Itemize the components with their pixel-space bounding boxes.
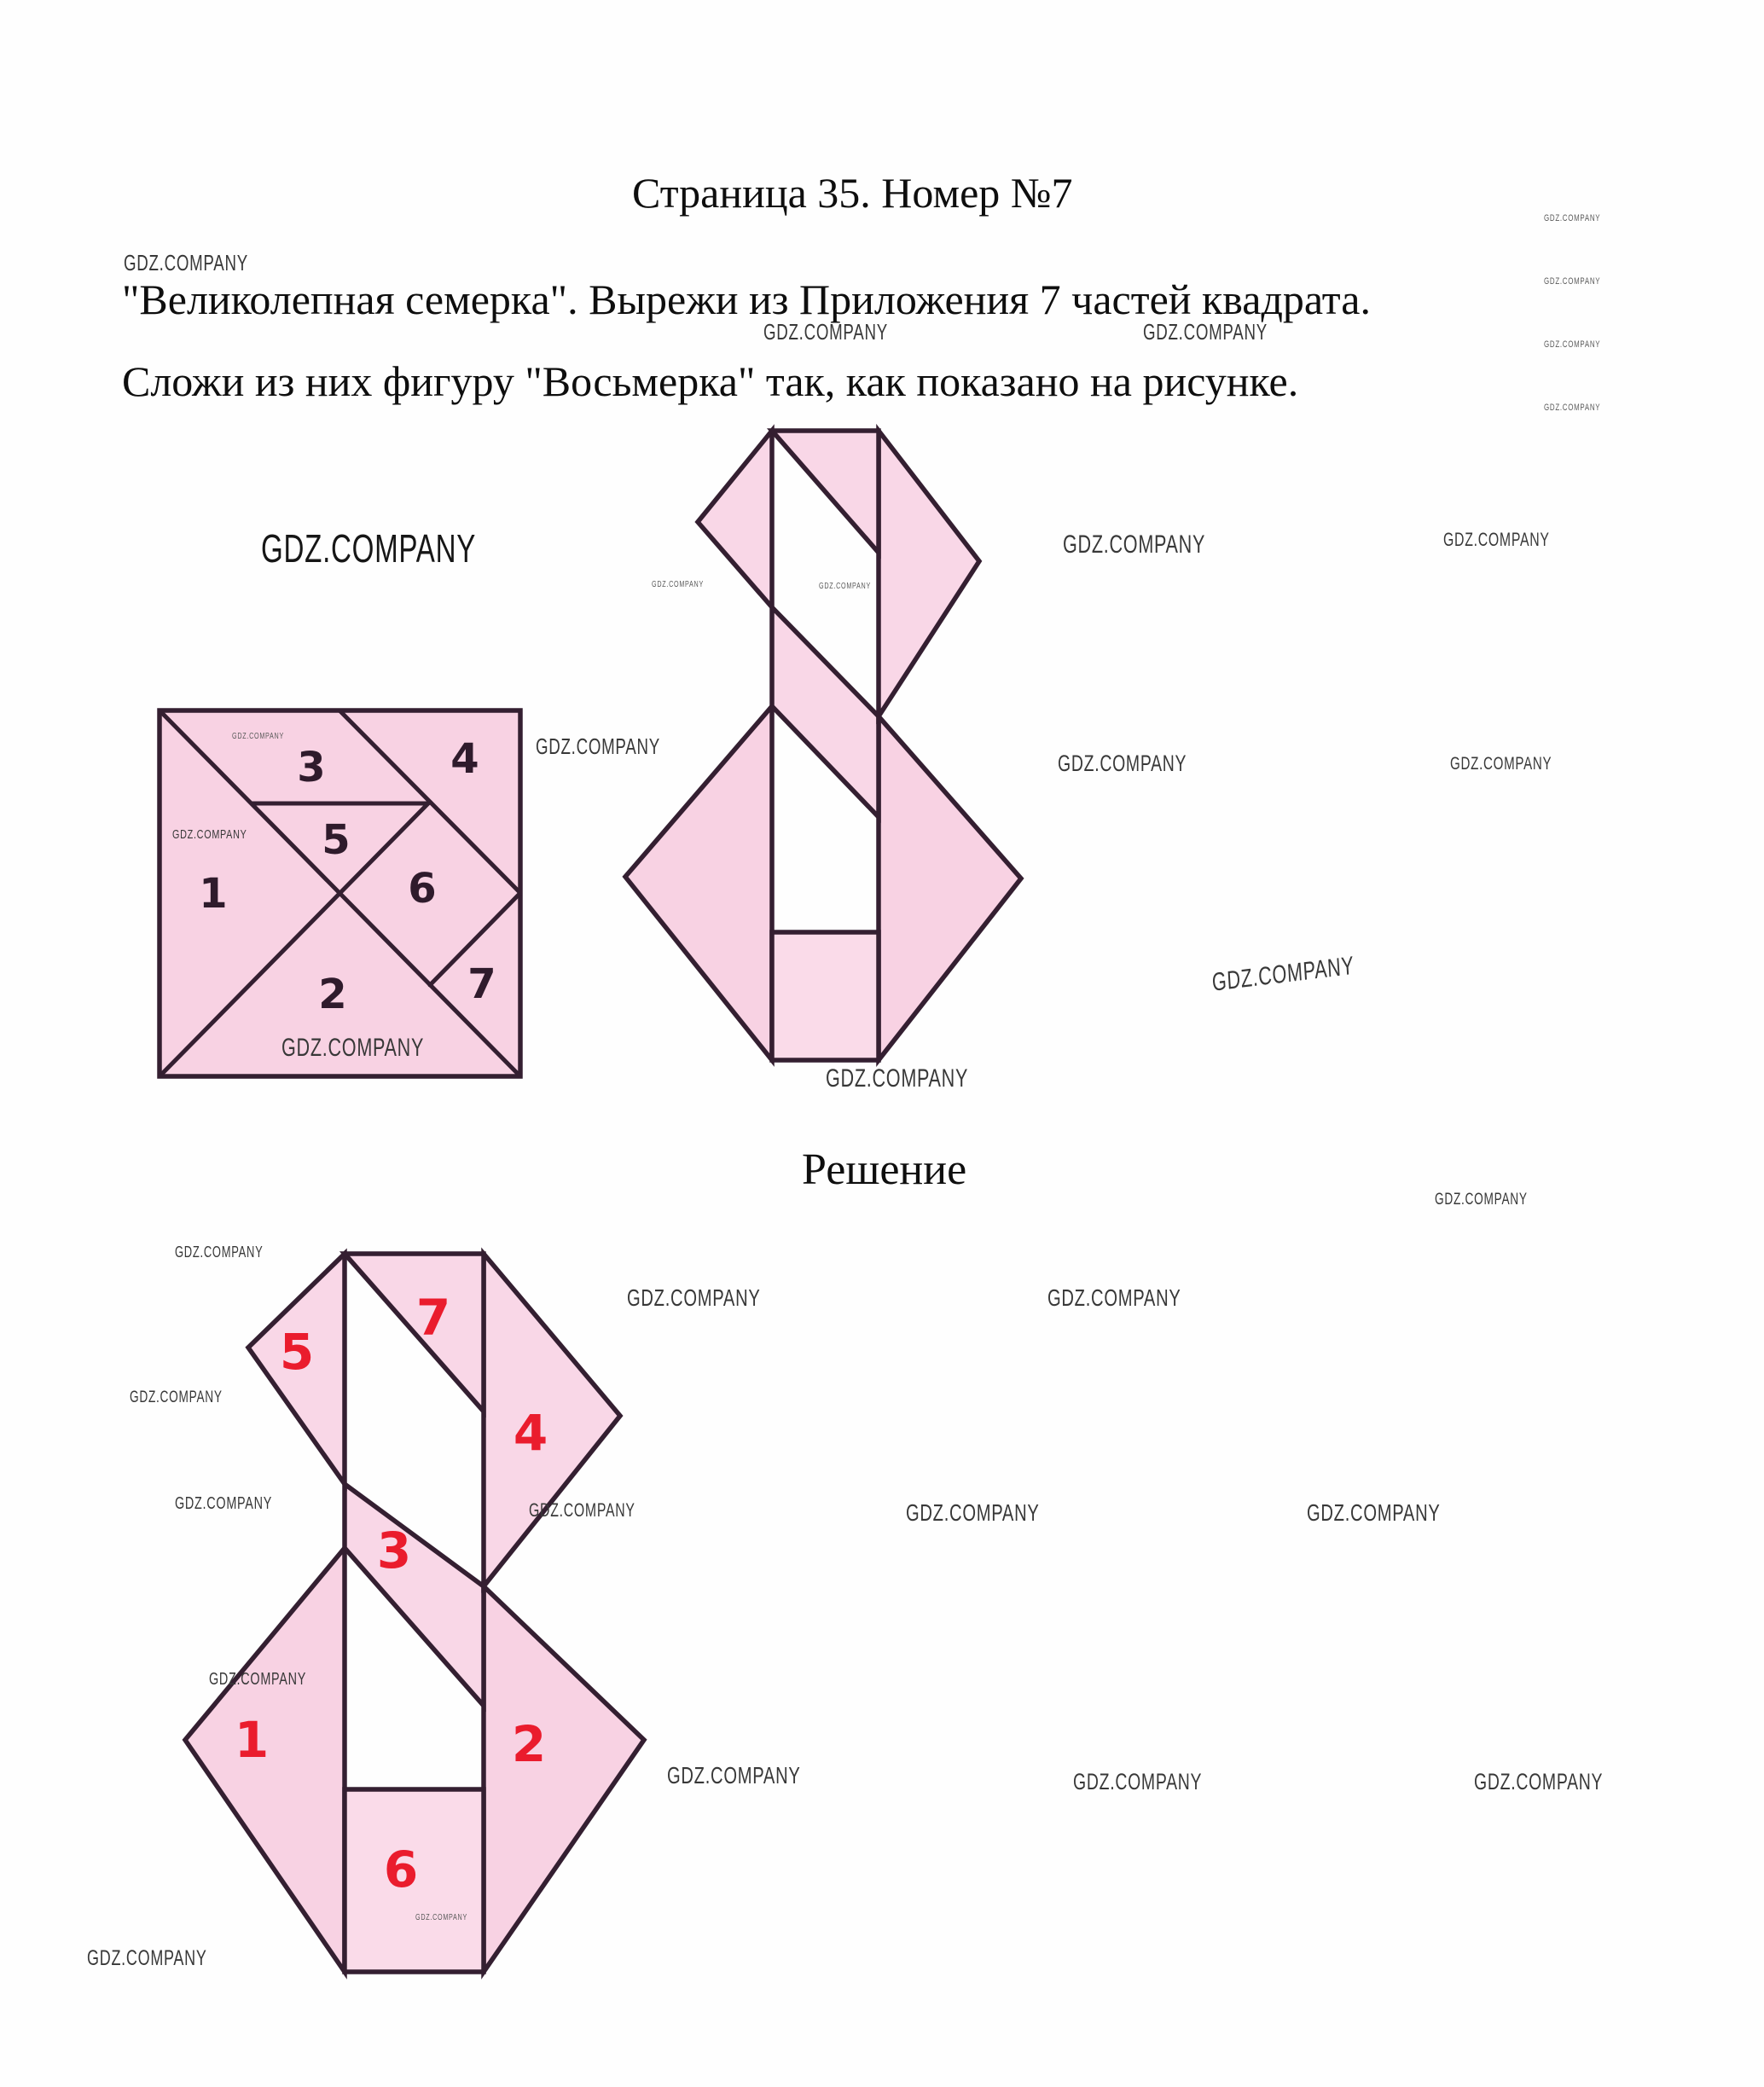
solution-piece-label: 7	[415, 1289, 451, 1347]
square-piece-label: 2	[318, 971, 347, 1018]
figure8-piece	[772, 932, 879, 1060]
figure8-solution-piece	[345, 1254, 484, 1412]
solution-piece-label: 4	[513, 1404, 548, 1462]
gdz-watermark: GDZ.COMPANY	[415, 1913, 467, 1922]
figure8-solution-piece	[484, 1586, 644, 1972]
gdz-watermark: GDZ.COMPANY	[667, 1762, 801, 1788]
gdz-watermark: GDZ.COMPANY	[1058, 751, 1187, 776]
gdz-watermark: GDZ.COMPANY	[87, 1946, 207, 1970]
task-text-line1: "Великолепная семерка". Вырежи из Приложения 7 частей квадрата.	[122, 275, 1371, 323]
gdz-watermark: GDZ.COMPANY	[627, 1284, 761, 1311]
square-piece-label: 3	[297, 744, 326, 791]
task-text-line2: Сложи из них фигуру "Восьмерка" так, как показано на рисунке.	[122, 357, 1299, 405]
square-piece-label: 1	[199, 870, 228, 918]
gdz-watermark: GDZ.COMPANY	[1544, 276, 1601, 287]
gdz-watermark: GDZ.COMPANY	[232, 732, 284, 741]
figure8-piece	[772, 431, 879, 553]
gdz-watermark: GDZ.COMPANY	[281, 1034, 425, 1062]
gdz-watermark: GDZ.COMPANY	[826, 1064, 969, 1093]
page-title: Страница 35. Номер №7	[632, 169, 1073, 217]
gdz-watermark: GDZ.COMPANY	[1435, 1191, 1528, 1209]
gdz-watermark: GDZ.COMPANY	[1474, 1769, 1604, 1794]
gdz-watermark: GDZ.COMPANY	[1544, 339, 1601, 350]
gdz-watermark: GDZ.COMPANY	[1143, 319, 1268, 345]
gdz-watermark: GDZ.COMPANY	[124, 250, 248, 275]
figure8-solution-piece	[484, 1254, 620, 1586]
figure8-piece	[879, 716, 1021, 1060]
gdz-watermark: GDZ.COMPANY	[209, 1670, 307, 1689]
solution-piece-label: 6	[383, 1841, 419, 1899]
figure8-solution-piece	[345, 1484, 484, 1706]
figure8-piece	[879, 431, 979, 716]
square-piece-label: 5	[322, 816, 351, 864]
tangram-square-figure	[160, 710, 520, 1076]
gdz-watermark: GDZ.COMPANY	[1307, 1499, 1441, 1526]
gdz-watermark: GDZ.COMPANY	[172, 827, 247, 842]
figure-eight-solution	[185, 1254, 644, 1972]
gdz-watermark: GDZ.COMPANY	[1544, 213, 1601, 223]
gdz-watermark: GDZ.COMPANY	[763, 319, 888, 345]
gdz-watermark: GDZ.COMPANY	[529, 1499, 635, 1521]
gdz-watermark: GDZ.COMPANY	[1211, 951, 1355, 997]
gdz-watermark: GDZ.COMPANY	[819, 582, 871, 591]
gdz-watermark: GDZ.COMPANY	[130, 1388, 223, 1406]
square-piece-label: 4	[450, 735, 479, 783]
gdz-watermark: GDZ.COMPANY	[1047, 1284, 1181, 1311]
gdz-watermark: GDZ.COMPANY	[261, 526, 477, 571]
solution-heading: Решение	[802, 1145, 967, 1194]
figure8-piece	[698, 431, 772, 607]
gdz-watermark: GDZ.COMPANY	[652, 580, 704, 589]
square-piece-label: 7	[467, 960, 496, 1008]
gdz-watermark: GDZ.COMPANY	[1544, 403, 1601, 413]
gdz-watermark: GDZ.COMPANY	[1063, 530, 1206, 559]
solution-piece-label: 3	[376, 1522, 412, 1580]
gdz-watermark: GDZ.COMPANY	[175, 1494, 273, 1513]
figure8-piece	[772, 607, 879, 817]
solution-piece-label: 5	[279, 1323, 315, 1381]
gdz-watermark: GDZ.COMPANY	[175, 1244, 264, 1261]
gdz-watermark: GDZ.COMPANY	[906, 1499, 1040, 1526]
gdz-watermark: GDZ.COMPANY	[1073, 1769, 1203, 1794]
square-piece-label: 6	[408, 865, 437, 913]
solution-piece-label: 1	[234, 1711, 270, 1769]
figure-eight-target	[625, 431, 1021, 1060]
gdz-watermark: GDZ.COMPANY	[536, 733, 660, 759]
gdz-watermark: GDZ.COMPANY	[1450, 754, 1552, 774]
gdz-watermark: GDZ.COMPANY	[1443, 529, 1550, 550]
solution-piece-label: 2	[511, 1715, 547, 1773]
